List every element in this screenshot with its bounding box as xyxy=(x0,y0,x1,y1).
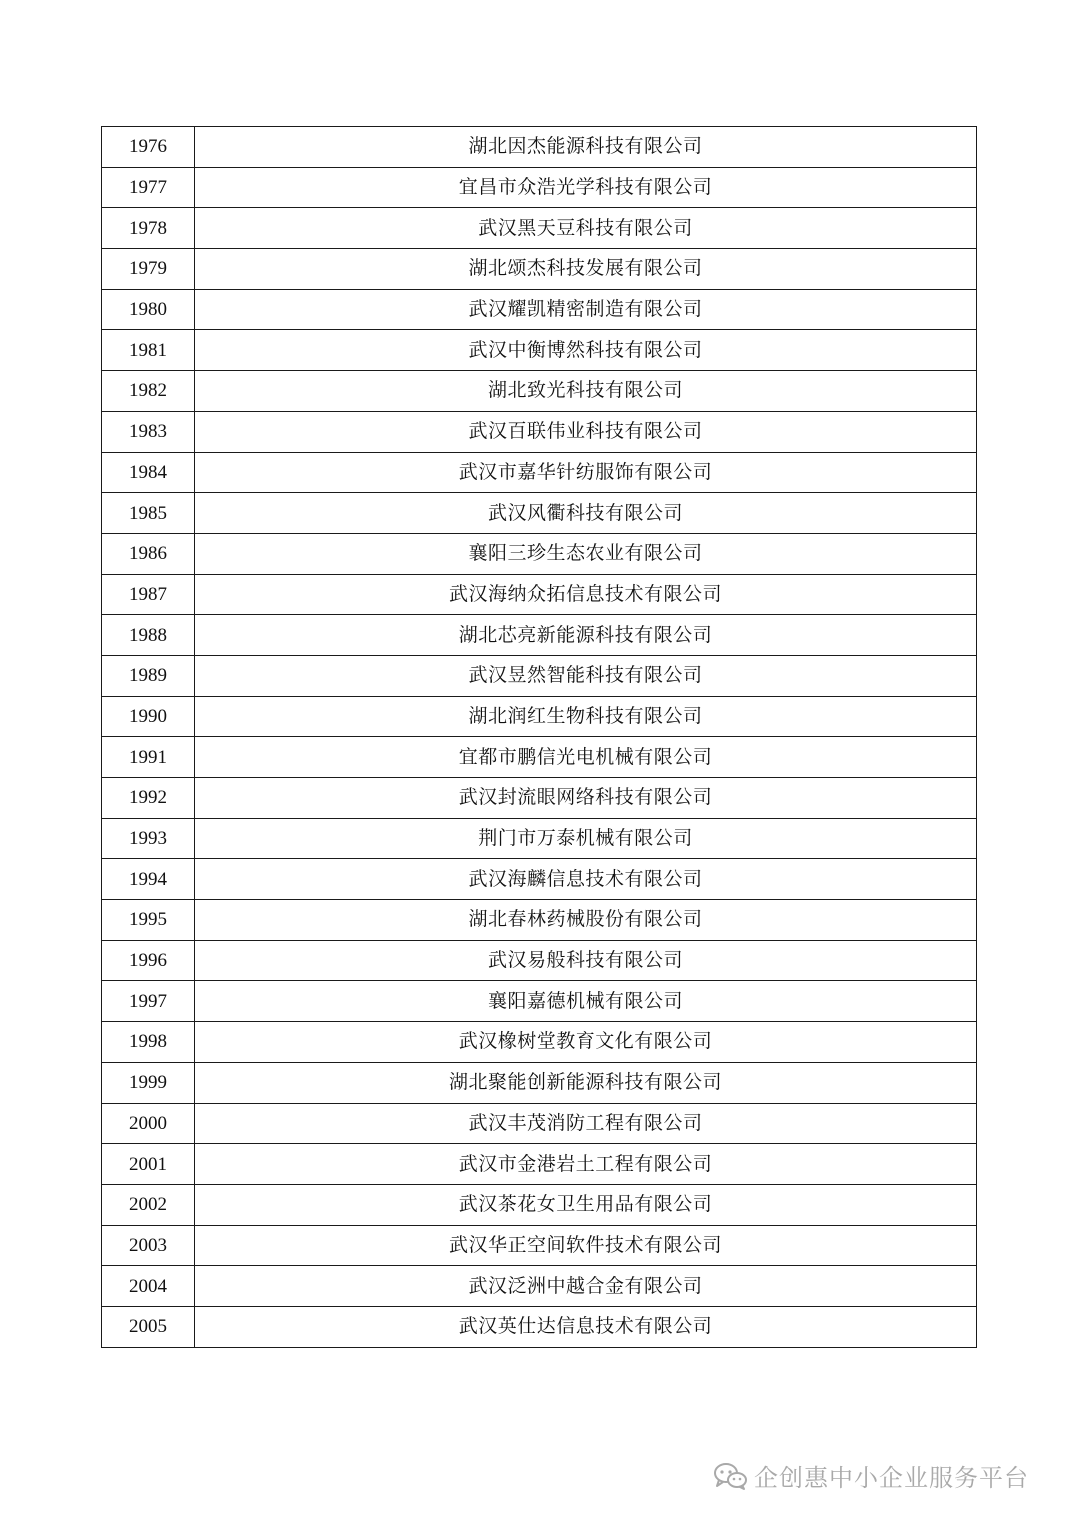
row-number: 1981 xyxy=(102,330,195,371)
table-row xyxy=(102,1266,977,1307)
row-number: 1982 xyxy=(102,371,195,412)
table-row xyxy=(102,208,977,249)
row-number: 1980 xyxy=(102,289,195,330)
table-row xyxy=(102,249,977,290)
company-name: 武汉橡树堂教育文化有限公司 xyxy=(195,1022,977,1063)
company-name: 湖北春林药械股份有限公司 xyxy=(195,900,977,941)
table-row xyxy=(102,371,977,412)
table-row xyxy=(102,127,977,168)
row-number: 1995 xyxy=(102,900,195,941)
table-row xyxy=(102,859,977,900)
company-name: 襄阳嘉德机械有限公司 xyxy=(195,981,977,1022)
row-number: 1999 xyxy=(102,1062,195,1103)
company-name: 武汉海纳众拓信息技术有限公司 xyxy=(195,574,977,615)
table-row xyxy=(102,167,977,208)
row-number: 1987 xyxy=(102,574,195,615)
row-number: 1989 xyxy=(102,655,195,696)
row-number: 2005 xyxy=(102,1306,195,1347)
row-number: 2004 xyxy=(102,1266,195,1307)
company-name: 荆门市万泰机械有限公司 xyxy=(195,818,977,859)
row-number: 2002 xyxy=(102,1184,195,1225)
table-row xyxy=(102,1022,977,1063)
company-name: 武汉丰茂消防工程有限公司 xyxy=(195,1103,977,1144)
table-row xyxy=(102,1103,977,1144)
table-row xyxy=(102,1306,977,1347)
row-number: 1993 xyxy=(102,818,195,859)
company-name: 武汉泛洲中越合金有限公司 xyxy=(195,1266,977,1307)
company-name: 武汉市嘉华针纺服饰有限公司 xyxy=(195,452,977,493)
company-name: 武汉耀凯精密制造有限公司 xyxy=(195,289,977,330)
row-number: 1996 xyxy=(102,940,195,981)
table-row xyxy=(102,1062,977,1103)
table-row xyxy=(102,493,977,534)
row-number: 2003 xyxy=(102,1225,195,1266)
table-row xyxy=(102,737,977,778)
table-row xyxy=(102,411,977,452)
company-name: 武汉风衢科技有限公司 xyxy=(195,493,977,534)
company-name: 武汉封流眼网络科技有限公司 xyxy=(195,778,977,819)
row-number: 1991 xyxy=(102,737,195,778)
row-number: 1998 xyxy=(102,1022,195,1063)
table-row xyxy=(102,940,977,981)
company-name: 武汉昱然智能科技有限公司 xyxy=(195,655,977,696)
company-list-body xyxy=(102,127,977,1348)
company-name: 武汉易般科技有限公司 xyxy=(195,940,977,981)
company-name: 湖北聚能创新能源科技有限公司 xyxy=(195,1062,977,1103)
company-name: 武汉中衡博然科技有限公司 xyxy=(195,330,977,371)
table-row xyxy=(102,981,977,1022)
table-row xyxy=(102,533,977,574)
row-number: 1978 xyxy=(102,208,195,249)
table-row xyxy=(102,818,977,859)
row-number: 1994 xyxy=(102,859,195,900)
row-number: 1976 xyxy=(102,127,195,168)
row-number: 1985 xyxy=(102,493,195,534)
company-list-table xyxy=(101,126,977,1348)
company-name: 湖北致光科技有限公司 xyxy=(195,371,977,412)
company-name: 襄阳三珍生态农业有限公司 xyxy=(195,533,977,574)
row-number: 1984 xyxy=(102,452,195,493)
row-number: 1992 xyxy=(102,778,195,819)
row-number: 1997 xyxy=(102,981,195,1022)
company-name: 宜昌市众浩光学科技有限公司 xyxy=(195,167,977,208)
table-row xyxy=(102,574,977,615)
table-row xyxy=(102,289,977,330)
table-row xyxy=(102,1144,977,1185)
company-name: 武汉市金港岩土工程有限公司 xyxy=(195,1144,977,1185)
company-name: 宜都市鹏信光电机械有限公司 xyxy=(195,737,977,778)
company-name: 武汉华正空间软件技术有限公司 xyxy=(195,1225,977,1266)
company-name: 湖北颂杰科技发展有限公司 xyxy=(195,249,977,290)
table-row xyxy=(102,696,977,737)
row-number: 1988 xyxy=(102,615,195,656)
row-number: 1986 xyxy=(102,533,195,574)
company-name: 武汉百联伟业科技有限公司 xyxy=(195,411,977,452)
row-number: 2001 xyxy=(102,1144,195,1185)
row-number: 1979 xyxy=(102,249,195,290)
row-number: 1983 xyxy=(102,411,195,452)
company-name: 武汉黑天豆科技有限公司 xyxy=(195,208,977,249)
table-row xyxy=(102,1225,977,1266)
company-name: 武汉英仕达信息技术有限公司 xyxy=(195,1306,977,1347)
row-number: 2000 xyxy=(102,1103,195,1144)
row-number: 1990 xyxy=(102,696,195,737)
company-name: 湖北芯亮新能源科技有限公司 xyxy=(195,615,977,656)
row-number: 1977 xyxy=(102,167,195,208)
company-name: 武汉茶花女卫生用品有限公司 xyxy=(195,1184,977,1225)
table-row xyxy=(102,778,977,819)
watermark-text: 企创惠中小企业服务平台 xyxy=(754,1464,1029,1492)
table-row xyxy=(102,452,977,493)
company-name: 湖北润红生物科技有限公司 xyxy=(195,696,977,737)
table-row xyxy=(102,655,977,696)
table-row xyxy=(102,1184,977,1225)
table-row xyxy=(102,330,977,371)
wechat-icon xyxy=(712,1461,748,1491)
table-row xyxy=(102,900,977,941)
watermark xyxy=(712,1458,1029,1493)
company-name: 湖北因杰能源科技有限公司 xyxy=(195,127,977,168)
table-row xyxy=(102,615,977,656)
company-name: 武汉海麟信息技术有限公司 xyxy=(195,859,977,900)
